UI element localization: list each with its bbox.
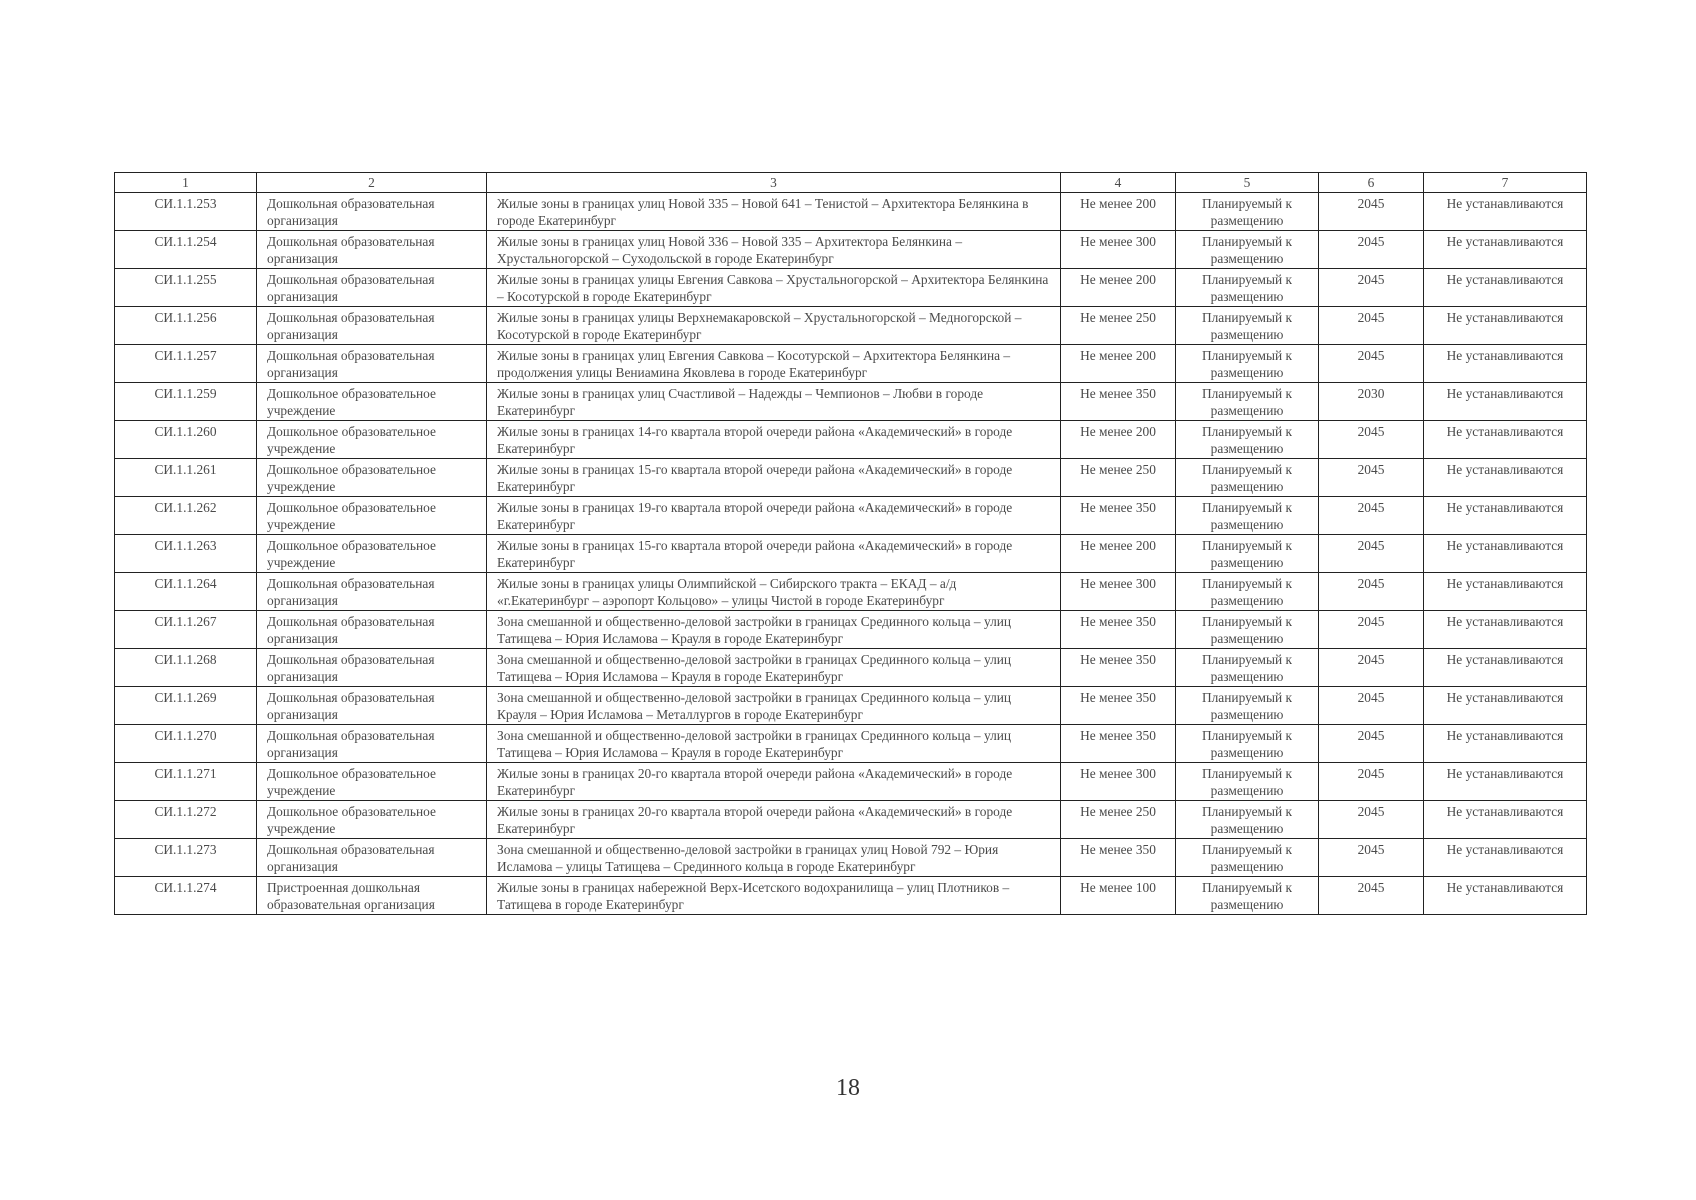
cell-location: Жилые зоны в границах улиц Евгения Савкова – Косотурской – Архитектора Белянкина – продолжения улицы Вениамина Яковлева в городе Екатеринбург — [487, 345, 1061, 383]
table-header — [115, 173, 1587, 193]
cell-capacity: Не менее 250 — [1061, 307, 1176, 345]
cell-zones: Не устанавливаются — [1424, 345, 1587, 383]
column-header: 4 — [1061, 173, 1176, 193]
cell-code: СИ.1.1.253 — [115, 193, 257, 231]
cell-location: Зона смешанной и общественно-деловой застройки в границах улиц Новой 792 – Юрия Исламова – улицы Татищева – Срединного кольца в городе Екатеринбург — [487, 839, 1061, 877]
table-row — [115, 307, 1587, 345]
cell-year: 2045 — [1319, 801, 1424, 839]
cell-year: 2045 — [1319, 497, 1424, 535]
cell-object-type: Дошкольная образовательная организация — [257, 649, 487, 687]
cell-object-type: Дошкольная образовательная организация — [257, 839, 487, 877]
cell-year: 2045 — [1319, 649, 1424, 687]
cell-zones: Не устанавливаются — [1424, 307, 1587, 345]
cell-object-type: Дошкольная образовательная организация — [257, 725, 487, 763]
cell-capacity: Не менее 200 — [1061, 345, 1176, 383]
cell-object-type: Дошкольная образовательная организация — [257, 269, 487, 307]
cell-code: СИ.1.1.269 — [115, 687, 257, 725]
cell-capacity: Не менее 200 — [1061, 269, 1176, 307]
cell-year: 2045 — [1319, 573, 1424, 611]
cell-code: СИ.1.1.255 — [115, 269, 257, 307]
cell-object-type: Дошкольное образовательное учреждение — [257, 459, 487, 497]
cell-capacity: Не менее 300 — [1061, 231, 1176, 269]
cell-zones: Не устанавливаются — [1424, 383, 1587, 421]
cell-location: Жилые зоны в границах улицы Верхнемакаровской – Хрустальногорской – Медногорской – Косотурской в городе Екатеринбург — [487, 307, 1061, 345]
cell-location: Жилые зоны в границах набережной Верх-Исетского водохранилища – улиц Плотников – Татищева в городе Екатеринбург — [487, 877, 1061, 915]
cell-zones: Не устанавливаются — [1424, 687, 1587, 725]
cell-zones: Не устанавливаются — [1424, 725, 1587, 763]
table-row — [115, 839, 1587, 877]
column-header: 3 — [487, 173, 1061, 193]
cell-location: Жилые зоны в границах 15-го квартала второй очереди района «Академический» в городе Екатеринбург — [487, 535, 1061, 573]
cell-year: 2045 — [1319, 725, 1424, 763]
table-row — [115, 269, 1587, 307]
cell-object-type: Дошкольное образовательное учреждение — [257, 763, 487, 801]
cell-location: Жилые зоны в границах улицы Олимпийской – Сибирского тракта – ЕКАД – а/д «г.Екатеринбург – аэропорт Кольцово» – улицы Чистой в городе Екатеринбург — [487, 573, 1061, 611]
cell-capacity: Не менее 350 — [1061, 649, 1176, 687]
cell-code: СИ.1.1.273 — [115, 839, 257, 877]
cell-status: Планируемый к размещению — [1176, 383, 1319, 421]
cell-capacity: Не менее 350 — [1061, 611, 1176, 649]
cell-code: СИ.1.1.263 — [115, 535, 257, 573]
table-body — [115, 193, 1587, 915]
cell-zones: Не устанавливаются — [1424, 459, 1587, 497]
facilities-table — [114, 172, 1587, 915]
cell-capacity: Не менее 300 — [1061, 573, 1176, 611]
cell-location: Жилые зоны в границах 20-го квартала второй очереди района «Академический» в городе Екатеринбург — [487, 801, 1061, 839]
cell-year: 2045 — [1319, 839, 1424, 877]
cell-zones: Не устанавливаются — [1424, 801, 1587, 839]
table-row — [115, 459, 1587, 497]
cell-object-type: Дошкольное образовательное учреждение — [257, 801, 487, 839]
table-row — [115, 421, 1587, 459]
cell-code: СИ.1.1.272 — [115, 801, 257, 839]
cell-object-type: Дошкольное образовательное учреждение — [257, 535, 487, 573]
cell-object-type: Дошкольная образовательная организация — [257, 307, 487, 345]
cell-code: СИ.1.1.260 — [115, 421, 257, 459]
cell-zones: Не устанавливаются — [1424, 193, 1587, 231]
page-number: 18 — [836, 1075, 860, 1101]
cell-capacity: Не менее 350 — [1061, 839, 1176, 877]
cell-zones: Не устанавливаются — [1424, 269, 1587, 307]
cell-year: 2045 — [1319, 877, 1424, 915]
cell-status: Планируемый к размещению — [1176, 193, 1319, 231]
table-row — [115, 345, 1587, 383]
column-header: 7 — [1424, 173, 1587, 193]
cell-status: Планируемый к размещению — [1176, 839, 1319, 877]
cell-object-type: Дошкольная образовательная организация — [257, 611, 487, 649]
cell-status: Планируемый к размещению — [1176, 611, 1319, 649]
cell-year: 2045 — [1319, 269, 1424, 307]
cell-code: СИ.1.1.259 — [115, 383, 257, 421]
cell-year: 2045 — [1319, 345, 1424, 383]
cell-year: 2045 — [1319, 535, 1424, 573]
table-row — [115, 573, 1587, 611]
cell-location: Жилые зоны в границах 14-го квартала второй очереди района «Академический» в городе Екатеринбург — [487, 421, 1061, 459]
cell-object-type: Дошкольная образовательная организация — [257, 231, 487, 269]
cell-code: СИ.1.1.267 — [115, 611, 257, 649]
cell-status: Планируемый к размещению — [1176, 725, 1319, 763]
cell-status: Планируемый к размещению — [1176, 421, 1319, 459]
cell-zones: Не устанавливаются — [1424, 839, 1587, 877]
cell-status: Планируемый к размещению — [1176, 763, 1319, 801]
cell-zones: Не устанавливаются — [1424, 649, 1587, 687]
cell-code: СИ.1.1.270 — [115, 725, 257, 763]
cell-year: 2045 — [1319, 193, 1424, 231]
cell-object-type: Дошкольное образовательное учреждение — [257, 383, 487, 421]
column-header: 2 — [257, 173, 487, 193]
cell-year: 2045 — [1319, 611, 1424, 649]
cell-zones: Не устанавливаются — [1424, 611, 1587, 649]
cell-status: Планируемый к размещению — [1176, 573, 1319, 611]
cell-location: Жилые зоны в границах 19-го квартала второй очереди района «Академический» в городе Екатеринбург — [487, 497, 1061, 535]
cell-status: Планируемый к размещению — [1176, 687, 1319, 725]
cell-code: СИ.1.1.274 — [115, 877, 257, 915]
cell-location: Зона смешанной и общественно-деловой застройки в границах Срединного кольца – улиц Татищева – Юрия Исламова – Крауля в городе Екатеринбург — [487, 725, 1061, 763]
cell-year: 2045 — [1319, 231, 1424, 269]
cell-capacity: Не менее 300 — [1061, 763, 1176, 801]
cell-code: СИ.1.1.262 — [115, 497, 257, 535]
table-row — [115, 193, 1587, 231]
cell-location: Зона смешанной и общественно-деловой застройки в границах Срединного кольца – улиц Татищева – Юрия Исламова – Крауля в городе Екатеринбург — [487, 649, 1061, 687]
cell-year: 2045 — [1319, 687, 1424, 725]
cell-zones: Не устанавливаются — [1424, 763, 1587, 801]
header-row — [115, 173, 1587, 193]
table-row — [115, 535, 1587, 573]
cell-status: Планируемый к размещению — [1176, 231, 1319, 269]
cell-location: Жилые зоны в границах 15-го квартала второй очереди района «Академический» в городе Екатеринбург — [487, 459, 1061, 497]
table-row — [115, 383, 1587, 421]
cell-location: Жилые зоны в границах улиц Новой 335 – Новой 641 – Тенистой – Архитектора Белянкина в городе Екатеринбург — [487, 193, 1061, 231]
cell-capacity: Не менее 200 — [1061, 421, 1176, 459]
cell-capacity: Не менее 350 — [1061, 725, 1176, 763]
table-row — [115, 231, 1587, 269]
cell-zones: Не устанавливаются — [1424, 421, 1587, 459]
cell-capacity: Не менее 350 — [1061, 497, 1176, 535]
cell-location: Жилые зоны в границах улиц Новой 336 – Новой 335 – Архитектора Белянкина – Хрустальногорской – Суходольской в городе Екатеринбург — [487, 231, 1061, 269]
cell-object-type: Пристроенная дошкольная образовательная организация — [257, 877, 487, 915]
cell-status: Планируемый к размещению — [1176, 307, 1319, 345]
cell-capacity: Не менее 200 — [1061, 193, 1176, 231]
cell-status: Планируемый к размещению — [1176, 459, 1319, 497]
cell-status: Планируемый к размещению — [1176, 497, 1319, 535]
cell-status: Планируемый к размещению — [1176, 801, 1319, 839]
table-row — [115, 687, 1587, 725]
cell-zones: Не устанавливаются — [1424, 573, 1587, 611]
cell-status: Планируемый к размещению — [1176, 649, 1319, 687]
cell-capacity: Не менее 200 — [1061, 535, 1176, 573]
cell-code: СИ.1.1.268 — [115, 649, 257, 687]
cell-location: Жилые зоны в границах улиц Счастливой – Надежды – Чемпионов – Любви в городе Екатеринбург — [487, 383, 1061, 421]
cell-code: СИ.1.1.256 — [115, 307, 257, 345]
cell-zones: Не устанавливаются — [1424, 535, 1587, 573]
cell-code: СИ.1.1.261 — [115, 459, 257, 497]
table-row — [115, 725, 1587, 763]
cell-object-type: Дошкольное образовательное учреждение — [257, 497, 487, 535]
cell-object-type: Дошкольная образовательная организация — [257, 193, 487, 231]
cell-location: Зона смешанной и общественно-деловой застройки в границах Срединного кольца – улиц Татищева – Юрия Исламова – Крауля в городе Екатеринбург — [487, 611, 1061, 649]
cell-zones: Не устанавливаются — [1424, 497, 1587, 535]
cell-object-type: Дошкольная образовательная организация — [257, 345, 487, 383]
cell-status: Планируемый к размещению — [1176, 877, 1319, 915]
cell-year: 2030 — [1319, 383, 1424, 421]
cell-code: СИ.1.1.264 — [115, 573, 257, 611]
column-header: 6 — [1319, 173, 1424, 193]
table-row — [115, 763, 1587, 801]
cell-year: 2045 — [1319, 459, 1424, 497]
table-row — [115, 801, 1587, 839]
cell-object-type: Дошкольная образовательная организация — [257, 687, 487, 725]
cell-object-type: Дошкольное образовательное учреждение — [257, 421, 487, 459]
cell-location: Зона смешанной и общественно-деловой застройки в границах Срединного кольца – улиц Крауля – Юрия Исламова – Металлургов в городе Екатеринбург — [487, 687, 1061, 725]
cell-object-type: Дошкольная образовательная организация — [257, 573, 487, 611]
cell-year: 2045 — [1319, 421, 1424, 459]
cell-code: СИ.1.1.257 — [115, 345, 257, 383]
cell-location: Жилые зоны в границах улицы Евгения Савкова – Хрустальногорской – Архитектора Белянкина – Косотурской в городе Екатеринбург — [487, 269, 1061, 307]
cell-location: Жилые зоны в границах 20-го квартала второй очереди района «Академический» в городе Екатеринбург — [487, 763, 1061, 801]
column-header: 5 — [1176, 173, 1319, 193]
cell-capacity: Не менее 100 — [1061, 877, 1176, 915]
cell-year: 2045 — [1319, 763, 1424, 801]
cell-capacity: Не менее 250 — [1061, 459, 1176, 497]
cell-status: Планируемый к размещению — [1176, 345, 1319, 383]
cell-capacity: Не менее 250 — [1061, 801, 1176, 839]
table-row — [115, 877, 1587, 915]
cell-zones: Не устанавливаются — [1424, 877, 1587, 915]
table-row — [115, 649, 1587, 687]
cell-year: 2045 — [1319, 307, 1424, 345]
table-row — [115, 497, 1587, 535]
cell-code: СИ.1.1.254 — [115, 231, 257, 269]
table-row — [115, 611, 1587, 649]
cell-zones: Не устанавливаются — [1424, 231, 1587, 269]
cell-status: Планируемый к размещению — [1176, 269, 1319, 307]
cell-capacity: Не менее 350 — [1061, 687, 1176, 725]
column-header: 1 — [115, 173, 257, 193]
cell-capacity: Не менее 350 — [1061, 383, 1176, 421]
cell-code: СИ.1.1.271 — [115, 763, 257, 801]
cell-status: Планируемый к размещению — [1176, 535, 1319, 573]
